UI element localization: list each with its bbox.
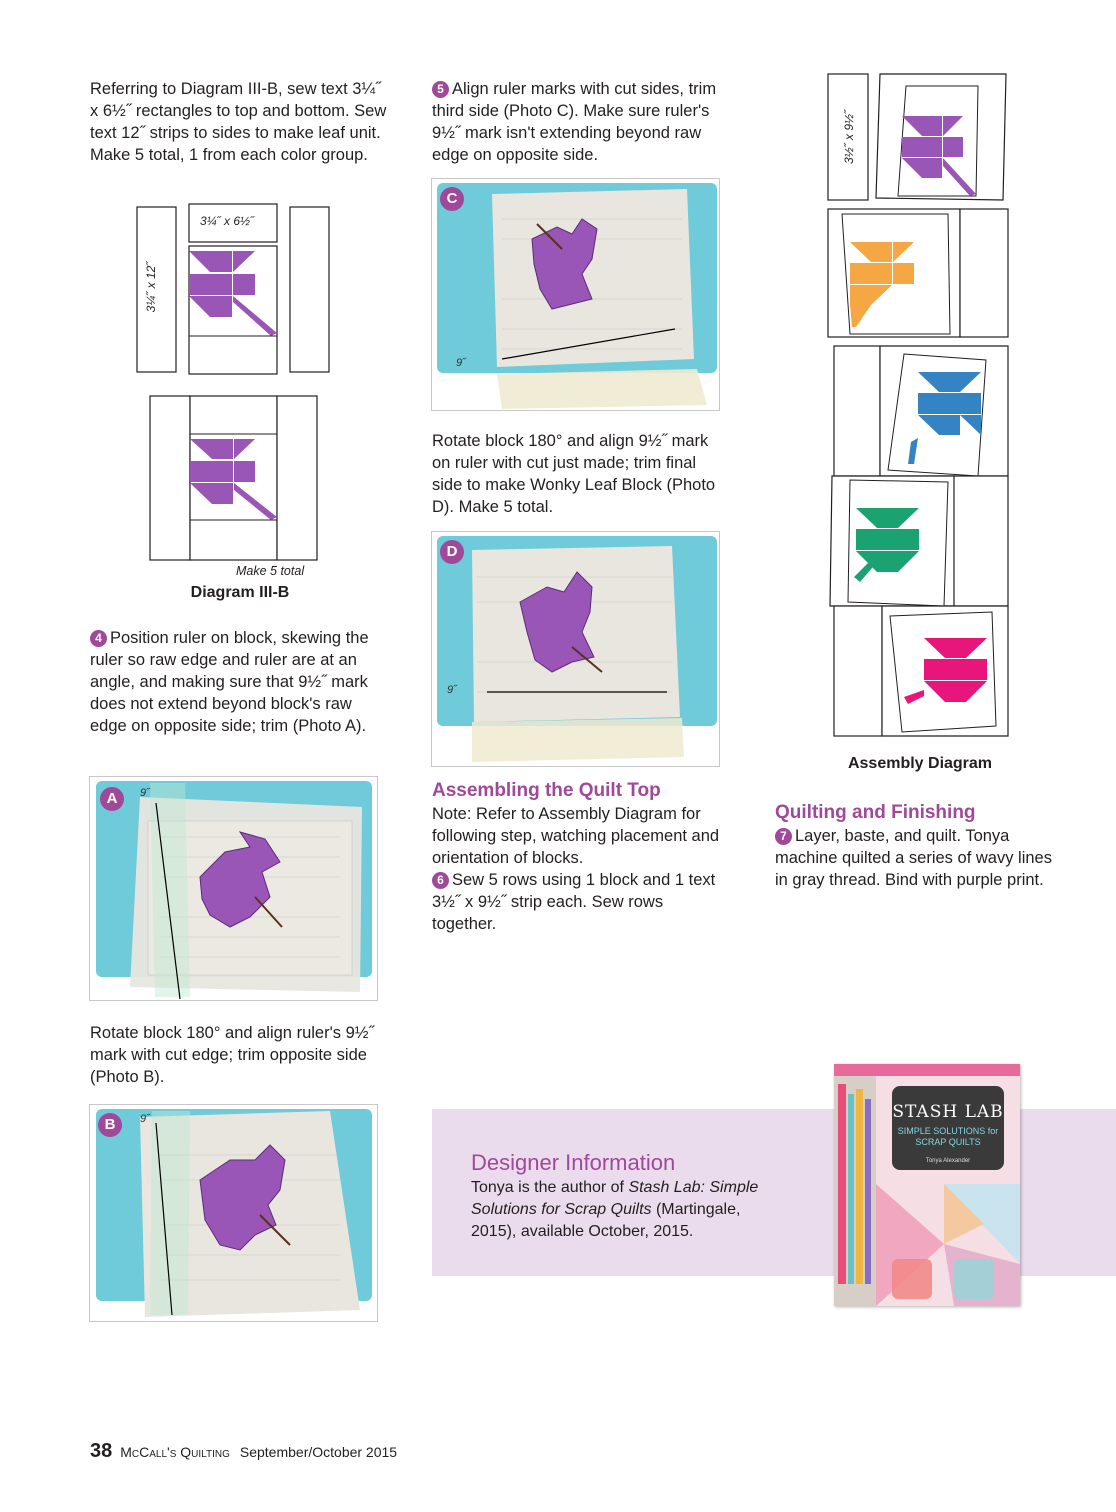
step-5-number: 5	[432, 81, 449, 98]
step-5	[432, 78, 722, 166]
note-text-a: Refer to	[471, 805, 539, 823]
assembly-row-4	[830, 476, 1008, 606]
diagram-iii-b	[130, 196, 340, 568]
rotate-b-text-a: Rotate block 180° and align ruler's 9½˝ mark with cut edge; trim opposite side (	[90, 1024, 374, 1086]
photo-a	[89, 776, 378, 1001]
assembling-note	[432, 803, 732, 869]
note-label: Note:	[432, 805, 472, 823]
step-5-text-a: Align ruler marks with cut sides, trim third side (	[432, 80, 717, 120]
photo-b-badge: B	[98, 1113, 122, 1137]
step-7	[775, 825, 1065, 891]
quilting-heading: Quilting and Finishing	[775, 802, 976, 823]
photo-a-badge: A	[100, 787, 124, 811]
rotate-d-text-a: Rotate block 180° and align 9½˝ mark on ruler with cut just made; trim final side to make Wonky Leaf Block (	[432, 432, 709, 494]
assembly-caption: Assembly Diagram	[847, 755, 993, 772]
photo-c-ref[interactable]: Photo C	[509, 102, 569, 120]
designer-text-b: (Martingale, 2015), available October, 2015.	[471, 1201, 741, 1240]
step-4	[90, 627, 380, 737]
photo-d-mark: 9˝	[447, 684, 457, 696]
photo-c-image	[432, 179, 719, 410]
diagram-caption: Diagram III-B	[190, 584, 290, 601]
photo-b-mark: 9˝	[140, 1113, 150, 1125]
magazine-name: McCall's Quilting	[120, 1444, 230, 1460]
intro-paragraph	[90, 78, 390, 166]
make-total-label: Make 5 total	[236, 564, 305, 578]
rotate-b-text-b: ).	[154, 1068, 165, 1086]
photo-d-ref[interactable]: Photo D	[432, 476, 716, 516]
intro-text-a: Referring to	[90, 80, 181, 98]
dim-top-label: 3¼˝ x 6½˝	[200, 214, 255, 228]
photo-c-mark: 9˝	[456, 357, 466, 369]
photo-a-ref[interactable]: Photo A	[298, 717, 357, 735]
photo-b-image	[90, 1105, 377, 1321]
photo-d-image	[432, 532, 719, 766]
step-6-text: Sew 5 rows using 1 block and 1 text 3½˝ x 9½˝ strip each. Sew rows together.	[432, 871, 716, 933]
step-6-number: 6	[432, 872, 449, 889]
step-4-text-a: Position ruler on block, skewing the ruler so raw edge and ruler are at an angle, and making sure that 9½˝ mark does not extend beyond block's raw edge on opposite side; trim (	[90, 629, 369, 735]
designer-heading: Designer Information	[471, 1150, 676, 1175]
book-title: Stash Lab: Simple Solutions for Scrap Quilts	[471, 1179, 759, 1218]
assembly-row-2	[828, 209, 1008, 337]
book-cover[interactable]	[834, 1064, 1020, 1306]
designer-text	[471, 1177, 781, 1243]
photo-b	[89, 1104, 378, 1322]
assembly-row-3	[834, 346, 1008, 476]
cover-title: STASH LAB	[892, 1102, 1004, 1122]
dim-side-label: 3¼˝ x 12˝	[144, 261, 158, 313]
cover-subtitle: SIMPLE SOLUTIONS for SCRAP QUILTS	[897, 1126, 999, 1147]
rotate-paragraph-b	[90, 1022, 375, 1088]
photo-c-badge: C	[440, 187, 464, 211]
rotate-paragraph-d	[432, 430, 722, 518]
photo-a-mark: 9˝	[140, 787, 150, 799]
step-4-text-b: ).	[356, 717, 367, 735]
designer-text-a: Tonya is the author of	[471, 1179, 629, 1196]
photo-b-ref[interactable]: Photo B	[95, 1068, 155, 1086]
assembly-diagram-ref[interactable]: Assembly Diagram	[538, 805, 677, 823]
photo-a-image	[90, 777, 377, 1000]
note-text-b: for following step, watching placement and orientation of blocks.	[432, 805, 720, 867]
step-7-number: 7	[775, 828, 792, 845]
photo-d	[431, 531, 720, 767]
book-cover-image	[834, 1064, 1020, 1306]
cover-author: Tonya Alexander	[925, 1158, 971, 1164]
dim-strip-label: 3½˝ x 9½˝	[842, 109, 856, 165]
assembling-heading: Assembling the Quilt Top	[432, 780, 661, 801]
rotate-d-text-b: ). Make 5 total.	[443, 498, 554, 516]
step-4-number: 4	[90, 630, 107, 647]
assembly-row-5	[834, 606, 1008, 736]
diagram-iii-b-ref[interactable]: Diagram III-B	[180, 80, 278, 98]
step-7-text: Layer, baste, and quilt. Tonya machine quilted a series of wavy lines in gray thread. Bind with purple print.	[775, 827, 1052, 889]
page-footer	[90, 1440, 397, 1463]
photo-d-badge: D	[440, 540, 464, 564]
step-5-text-b: ). Make sure ruler's 9½˝ mark isn't extending beyond raw edge on opposite side.	[432, 102, 710, 164]
issue-date: September/October 2015	[239, 1444, 398, 1460]
intro-text-b: , sew text 3¼˝ x 6½˝ rectangles to top and bottom. Sew text 12˝ strips to sides to make leaf unit. Make 5 total, 1 from each color group.	[90, 80, 387, 164]
step-6	[432, 869, 722, 935]
page-number: 38	[90, 1440, 113, 1462]
photo-c	[431, 178, 720, 411]
